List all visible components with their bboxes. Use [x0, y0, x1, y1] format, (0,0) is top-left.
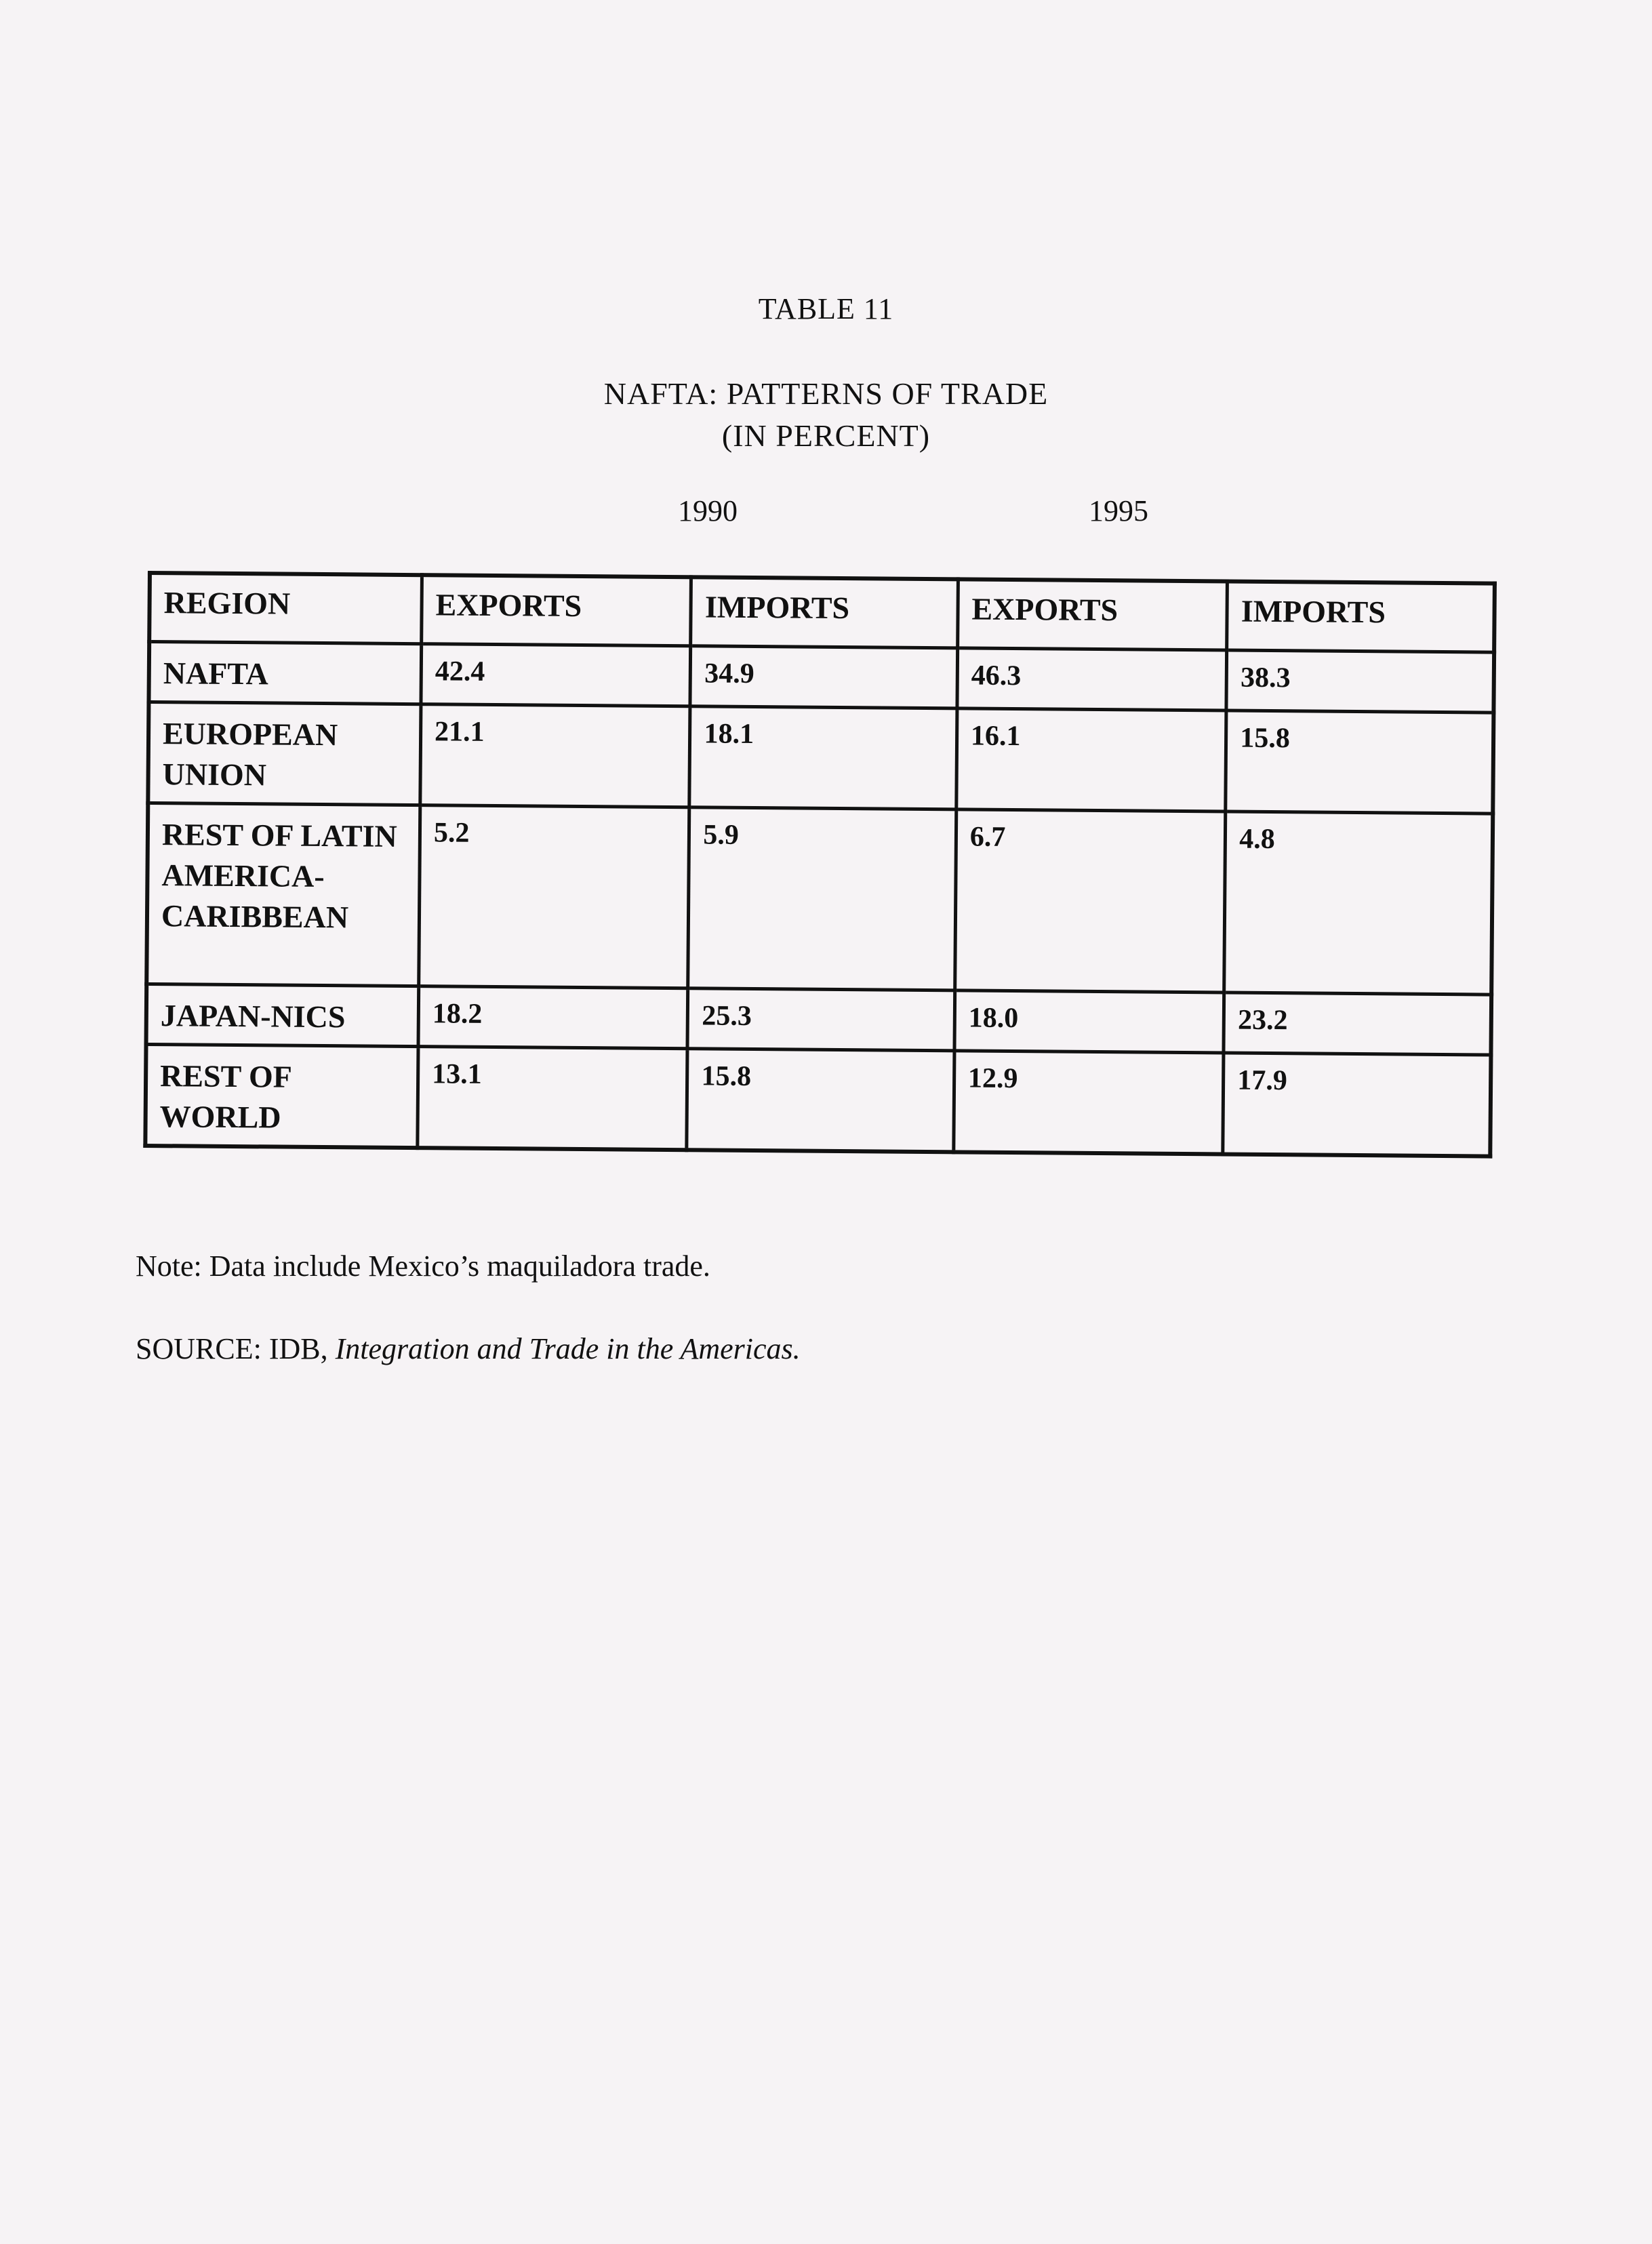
imports-1990-cell: 25.3 [687, 988, 954, 1051]
table-title [0, 373, 1652, 457]
exports-1995-cell: 16.1 [956, 708, 1227, 812]
imports-1995-cell: 38.3 [1226, 650, 1494, 713]
region-cell: JAPAN-NICS [146, 984, 419, 1047]
table-row [146, 984, 1492, 1056]
table-row [145, 1045, 1491, 1157]
header-imports-1995: IMPORTS [1227, 582, 1495, 653]
table-row [146, 803, 1493, 995]
region-cell: EUROPEAN UNION [148, 702, 421, 805]
imports-1995-cell: 4.8 [1224, 812, 1493, 995]
imports-1990-cell: 15.8 [687, 1049, 954, 1153]
year-1990-label: 1990 [678, 494, 738, 527]
exports-1995-cell: 18.0 [954, 990, 1224, 1053]
table-number: TABLE 11 [758, 292, 894, 325]
table-row [148, 702, 1493, 814]
exports-1990-cell: 42.4 [421, 644, 691, 706]
trade-table [143, 571, 1497, 1159]
imports-1990-cell: 34.9 [690, 646, 957, 708]
header-imports-1990: IMPORTS [691, 577, 958, 648]
region-cell: REST OF LATIN AMERICA-CARIBBEAN [146, 803, 420, 986]
header-region: REGION [149, 573, 422, 644]
table-title-line1: NAFTA: PATTERNS OF TRADE [603, 376, 1049, 411]
exports-1995-cell: 46.3 [957, 648, 1227, 710]
imports-1990-cell: 5.9 [688, 807, 956, 990]
exports-1995-cell: 12.9 [954, 1051, 1224, 1155]
exports-1995-cell: 6.7 [955, 809, 1226, 993]
year-1995-label: 1995 [1089, 494, 1148, 527]
table-row [148, 642, 1494, 713]
imports-1995-cell: 23.2 [1224, 993, 1491, 1055]
exports-1990-cell: 21.1 [420, 704, 691, 807]
table-title-line2: (IN PERCENT) [721, 418, 931, 453]
exports-1990-cell: 5.2 [419, 805, 690, 988]
header-exports-1995: EXPORTS [957, 579, 1227, 650]
imports-1995-cell: 17.9 [1223, 1053, 1491, 1157]
imports-1990-cell: 18.1 [689, 706, 957, 809]
region-cell: REST OF WORLD [145, 1045, 418, 1148]
table-source [136, 1331, 801, 1366]
region-cell: NAFTA [148, 642, 421, 704]
exports-1990-cell: 13.1 [418, 1047, 688, 1150]
source-prefix: SOURCE: IDB, [136, 1332, 336, 1365]
source-title: Integration and Trade in the Americas. [335, 1332, 801, 1365]
table-note: Note: Data include Mexico’s maquiladora trade. [136, 1249, 710, 1283]
imports-1995-cell: 15.8 [1226, 710, 1493, 814]
table-header-row [149, 573, 1495, 652]
header-exports-1990: EXPORTS [422, 575, 691, 646]
exports-1990-cell: 18.2 [418, 986, 688, 1049]
